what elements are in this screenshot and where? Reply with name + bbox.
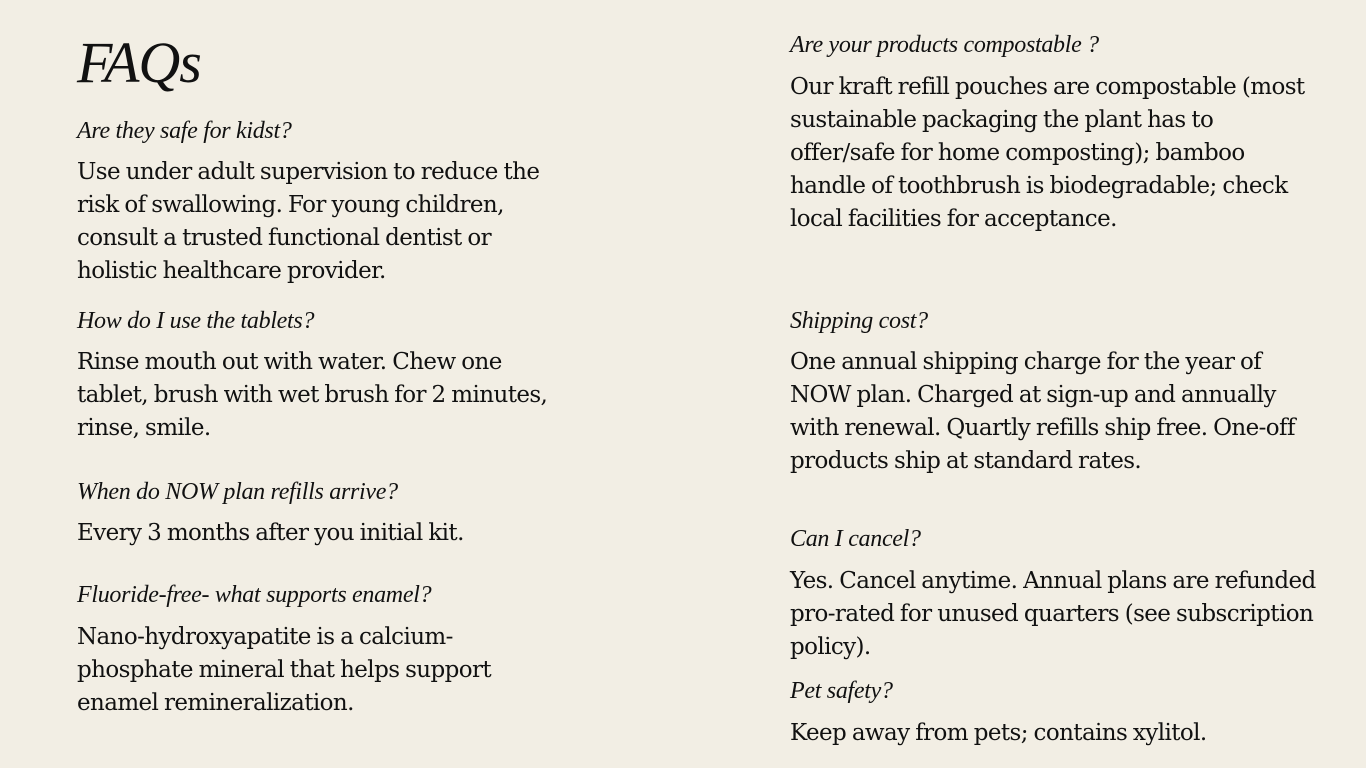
faq-answer-refill-arrival: Every 3 months after you initial kit. [77, 520, 464, 546]
faq-question-refill-arrival: When do NOW plan refills arrive? [77, 479, 398, 505]
faq-question-tablet-usage: How do I use the tablets? [77, 308, 315, 334]
faq-question-enamel-support: Fluoride-free- what supports enamel? [77, 582, 432, 608]
faq-answer-enamel-support: Nano-hydroxyapatite is a calcium-phosphate mineral that helps support enamel remineralization. [77, 624, 492, 716]
page-title: FAQs [77, 30, 201, 95]
faq-question-pet-safety: Pet safety? [790, 678, 893, 704]
faq-question-compostable: Are your products compostable ? [790, 32, 1099, 58]
faq-answer-pet-safety: Keep away from pets; contains xylitol. [790, 720, 1207, 746]
faq-answer-compostable: Our kraft refill pouches are compostable (most sustainable packaging the plant has to offer/safe for home composting); bamboo handle of toothbrush is biodegradable; check local facilities for acceptance. [790, 74, 1305, 232]
faq-answer-shipping-cost: One annual shipping charge for the year of NOW plan. Charged at sign-up and annually with renewal. Quartly refills ship free. One-off products ship at standard rates. [790, 349, 1295, 474]
faq-question-kids-safety: Are they safe for kidst? [77, 118, 292, 144]
faq-answer-cancel: Yes. Cancel anytime. Annual plans are refunded pro-rated for unused quarters (see subscription policy). [790, 568, 1316, 660]
faq-answer-kids-safety: Use under adult supervision to reduce the risk of swallowing. For young children, consult a trusted functional dentist or holistic healthcare provider. [77, 159, 540, 284]
faq-question-cancel: Can I cancel? [790, 526, 921, 552]
faq-answer-tablet-usage: Rinse mouth out with water. Chew one tablet, brush with wet brush for 2 minutes, rinse, smile. [77, 349, 548, 441]
faq-question-shipping-cost: Shipping cost? [790, 308, 928, 334]
